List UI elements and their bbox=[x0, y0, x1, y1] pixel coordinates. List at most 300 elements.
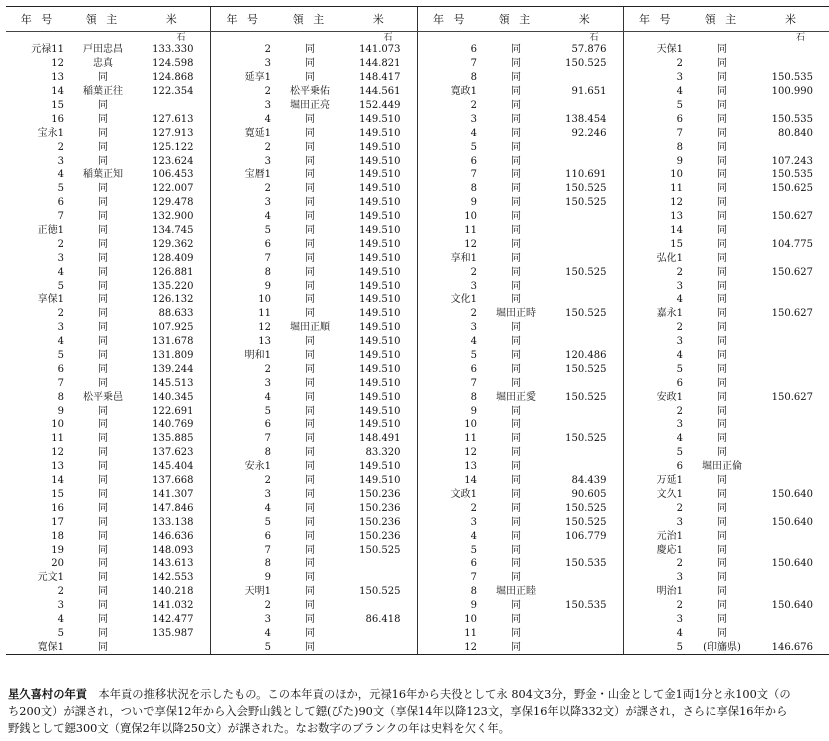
year-cell: 8 bbox=[417, 182, 483, 196]
year-cell: 12 bbox=[417, 446, 483, 460]
year-cell: 5 bbox=[57, 350, 64, 362]
rice-cell: 149.510 bbox=[359, 169, 401, 181]
lord-cell: 同 bbox=[717, 419, 727, 431]
lord-cell: 同 bbox=[305, 294, 315, 306]
table-row bbox=[6, 349, 829, 363]
rice-cell: 128.409 bbox=[152, 252, 194, 264]
table-row bbox=[6, 432, 829, 446]
rice-cell: 124.598 bbox=[152, 58, 194, 70]
lord-cell: 同 bbox=[305, 44, 315, 56]
table-row bbox=[6, 196, 829, 210]
rice-cell bbox=[343, 640, 417, 654]
lord-cell: 同 bbox=[305, 600, 315, 612]
caption bbox=[8, 686, 794, 737]
lord-cell: 同 bbox=[717, 44, 727, 56]
rice-cell bbox=[755, 251, 829, 265]
rice-cell bbox=[549, 543, 623, 557]
year-cell: 2 bbox=[210, 599, 277, 613]
year-cell: 3 bbox=[623, 571, 689, 585]
lord-cell: 同 bbox=[717, 516, 727, 528]
lord-cell: 同 bbox=[98, 211, 108, 223]
lord-cell: 同 bbox=[98, 419, 108, 431]
lord-cell: 堀田正順 bbox=[290, 322, 330, 334]
year-cell: 6 bbox=[417, 43, 483, 57]
rice-cell: 107.925 bbox=[152, 322, 194, 334]
year-cell: 5 bbox=[57, 627, 64, 639]
rice-cell: 124.868 bbox=[152, 72, 194, 84]
lord-cell: 同 bbox=[511, 419, 521, 431]
rice-cell: 91.651 bbox=[571, 86, 607, 98]
rice-cell: 150.525 bbox=[565, 391, 607, 403]
rice-cell: 148.491 bbox=[359, 433, 401, 445]
rice-cell bbox=[755, 501, 829, 515]
year-cell: 寛保1 bbox=[6, 640, 70, 654]
year-cell: 5 bbox=[417, 349, 483, 363]
year-cell: 明治1 bbox=[623, 585, 689, 599]
lord-cell: 同 bbox=[717, 197, 727, 209]
year-cell: 5 bbox=[417, 543, 483, 557]
table-row bbox=[6, 85, 829, 99]
lord-cell: 堀田正倫 bbox=[702, 461, 742, 473]
lord-cell: 同 bbox=[717, 183, 727, 195]
lord-cell: 同 bbox=[717, 211, 727, 223]
lord-cell: 同 bbox=[98, 72, 108, 84]
year-cell: 6 bbox=[57, 197, 64, 209]
year-cell: 12 bbox=[623, 196, 689, 210]
rice-cell bbox=[755, 362, 829, 376]
header-lord: 領 主 bbox=[70, 7, 136, 32]
year-cell: 5 bbox=[210, 515, 277, 529]
year-cell: 2 bbox=[210, 474, 277, 488]
year-cell: 文化1 bbox=[417, 293, 483, 307]
year-cell: 5 bbox=[57, 280, 64, 292]
year-cell: 嘉永1 bbox=[623, 307, 689, 321]
lord-cell: 同 bbox=[305, 252, 315, 264]
year-cell: 享和1 bbox=[417, 251, 483, 265]
rice-cell: 131.678 bbox=[152, 336, 194, 348]
lord-cell: 同 bbox=[98, 627, 108, 639]
lord-cell: 同 bbox=[305, 336, 315, 348]
year-cell: 8 bbox=[57, 391, 64, 403]
lord-cell: 同 bbox=[305, 141, 315, 153]
year-cell: 9 bbox=[623, 154, 689, 168]
lord-cell: 同 bbox=[305, 613, 315, 625]
rice-cell bbox=[549, 140, 623, 154]
year-cell: 5 bbox=[210, 404, 277, 418]
year-cell: 2 bbox=[210, 85, 277, 99]
year-cell: 18 bbox=[51, 530, 64, 542]
rice-cell: 150.525 bbox=[565, 266, 607, 278]
year-cell: 5 bbox=[210, 640, 277, 654]
lord-cell: 同 bbox=[98, 155, 108, 167]
year-cell: 3 bbox=[210, 613, 277, 627]
lord-cell: 同 bbox=[511, 433, 521, 445]
year-cell: 13 bbox=[51, 72, 64, 84]
table-row bbox=[6, 571, 829, 585]
lord-cell: 同 bbox=[305, 502, 315, 514]
unit-spacer bbox=[6, 32, 70, 44]
year-cell: 5 bbox=[210, 224, 277, 238]
year-cell: 10 bbox=[417, 210, 483, 224]
lord-cell: 同 bbox=[70, 640, 136, 654]
rice-cell: 150.640 bbox=[771, 488, 813, 500]
lord-cell: 堀田正亮 bbox=[290, 100, 330, 111]
rice-cell: 133.138 bbox=[152, 516, 194, 528]
year-cell: 4 bbox=[623, 293, 689, 307]
table-row bbox=[6, 71, 829, 85]
rice-cell: 146.676 bbox=[755, 640, 829, 654]
year-cell: 15 bbox=[51, 488, 64, 500]
rice-cell: 133.330 bbox=[152, 44, 194, 56]
rice-cell bbox=[755, 376, 829, 390]
rice-cell: 88.633 bbox=[158, 308, 194, 320]
year-cell: 4 bbox=[623, 85, 689, 99]
rice-cell: 110.691 bbox=[565, 169, 607, 181]
rice-cell: 148.093 bbox=[152, 544, 194, 556]
table-row bbox=[6, 404, 829, 418]
rice-cell: 150.627 bbox=[771, 308, 813, 320]
year-cell: 8 bbox=[210, 557, 277, 571]
lord-cell: 同 bbox=[98, 600, 108, 612]
year-cell: 5 bbox=[623, 99, 689, 113]
lord-cell: 同 bbox=[717, 86, 727, 98]
rice-cell bbox=[755, 460, 829, 474]
year-cell: 2 bbox=[57, 308, 64, 320]
lord-cell: 同 bbox=[98, 308, 108, 320]
year-cell: 元禄11 bbox=[31, 44, 64, 56]
rice-cell: 127.913 bbox=[152, 127, 194, 139]
rice-cell: 150.525 bbox=[359, 544, 401, 556]
lord-cell: 同 bbox=[305, 377, 315, 389]
year-cell: 3 bbox=[417, 515, 483, 529]
lord-cell: 同 bbox=[717, 127, 727, 139]
lord-cell: 同 bbox=[717, 336, 727, 348]
rice-cell: 137.623 bbox=[152, 447, 194, 459]
year-cell: 11 bbox=[417, 432, 483, 446]
lord-cell: 同 bbox=[511, 405, 521, 417]
header-rice: 米 bbox=[549, 7, 623, 32]
rice-cell: 132.900 bbox=[152, 211, 194, 223]
rice-cell bbox=[549, 418, 623, 432]
table-row bbox=[6, 460, 829, 474]
lord-cell: 堀田正睦 bbox=[496, 586, 536, 598]
rice-cell bbox=[755, 43, 829, 57]
year-cell: 4 bbox=[57, 336, 64, 348]
year-cell: 2 bbox=[623, 321, 689, 335]
lord-cell: 同 bbox=[98, 377, 108, 389]
year-cell: 9 bbox=[417, 404, 483, 418]
year-cell: 12 bbox=[210, 321, 277, 335]
lord-cell: 同 bbox=[305, 530, 315, 542]
table-row bbox=[6, 279, 829, 293]
lord-cell: 同 bbox=[717, 225, 727, 237]
table-row bbox=[6, 321, 829, 335]
table-row bbox=[6, 613, 829, 627]
lord-cell: 同 bbox=[511, 197, 521, 209]
lord-cell: 同 bbox=[511, 141, 521, 153]
rice-cell: 143.613 bbox=[152, 558, 194, 570]
year-cell: 7 bbox=[57, 377, 64, 389]
year-cell: 寛延1 bbox=[210, 126, 277, 140]
year-cell: 4 bbox=[210, 501, 277, 515]
lord-cell: 同 bbox=[277, 640, 343, 654]
year-cell: 3 bbox=[623, 418, 689, 432]
year-cell: 2 bbox=[623, 557, 689, 571]
lord-cell: 同 bbox=[511, 627, 521, 639]
lord-cell: 堀田正愛 bbox=[496, 391, 536, 403]
rice-cell: 139.244 bbox=[152, 363, 194, 375]
year-cell: 6 bbox=[210, 237, 277, 251]
rice-cell: 127.613 bbox=[152, 113, 194, 125]
rice-cell: 149.510 bbox=[359, 405, 401, 417]
lord-cell: 同 bbox=[717, 280, 727, 292]
year-cell: 7 bbox=[417, 57, 483, 71]
year-cell: 8 bbox=[210, 446, 277, 460]
lord-cell: 同 bbox=[717, 558, 727, 570]
unit-spacer bbox=[277, 32, 343, 44]
year-cell: 2 bbox=[417, 99, 483, 113]
rice-cell: 150.627 bbox=[771, 266, 813, 278]
lord-cell: 同 bbox=[511, 363, 521, 375]
year-cell: 2 bbox=[623, 57, 689, 71]
year-cell: 14 bbox=[51, 475, 64, 487]
lord-cell: 同 bbox=[98, 280, 108, 292]
year-cell: 3 bbox=[623, 335, 689, 349]
year-cell: 弘化1 bbox=[623, 251, 689, 265]
lord-cell: 同 bbox=[98, 363, 108, 375]
table-row bbox=[6, 307, 829, 321]
rice-cell: 147.846 bbox=[152, 502, 194, 514]
year-cell: 13 bbox=[210, 335, 277, 349]
lord-cell: 同 bbox=[511, 58, 521, 70]
lord-cell: 同 bbox=[511, 155, 521, 167]
rice-cell: 142.477 bbox=[152, 613, 194, 625]
table-row bbox=[6, 210, 829, 224]
year-cell: 4 bbox=[623, 349, 689, 363]
rice-cell bbox=[755, 571, 829, 585]
lord-cell: 同 bbox=[305, 558, 315, 570]
table-row bbox=[6, 446, 829, 460]
lord-cell: 同 bbox=[511, 613, 521, 625]
lord-cell: 同 bbox=[98, 183, 108, 195]
lord-cell: 同 bbox=[305, 280, 315, 292]
rice-cell bbox=[549, 99, 623, 113]
rice-cell: 137.668 bbox=[152, 475, 194, 487]
lord-cell: 同 bbox=[717, 294, 727, 306]
rice-cell: 84.439 bbox=[571, 475, 607, 487]
lord-cell: 同 bbox=[511, 225, 521, 237]
year-cell: 7 bbox=[210, 251, 277, 265]
unit-spacer bbox=[689, 32, 755, 44]
rice-cell: 123.624 bbox=[152, 155, 194, 167]
rice-cell: 149.510 bbox=[359, 308, 401, 320]
year-cell: 2 bbox=[210, 140, 277, 154]
rice-cell bbox=[549, 335, 623, 349]
rice-cell: 149.510 bbox=[359, 350, 401, 362]
lord-cell: 同 bbox=[511, 516, 521, 528]
rice-cell: 141.032 bbox=[152, 600, 194, 612]
year-cell: 7 bbox=[57, 211, 64, 223]
lord-cell: 同 bbox=[717, 363, 727, 375]
unit-spacer bbox=[623, 32, 689, 44]
lord-cell: 同 bbox=[511, 600, 521, 612]
lord-cell: 同 bbox=[511, 100, 521, 111]
table-row bbox=[6, 168, 829, 182]
unit-label: 石 bbox=[176, 32, 186, 43]
year-cell: 10 bbox=[210, 293, 277, 307]
year-cell: 3 bbox=[210, 196, 277, 210]
lord-cell: 同 bbox=[98, 197, 108, 209]
rice-cell bbox=[549, 210, 623, 224]
year-cell: 12 bbox=[51, 447, 64, 459]
rice-cell: 120.486 bbox=[565, 350, 607, 362]
lord-cell: 同 bbox=[305, 183, 315, 195]
lord-cell: 同 bbox=[511, 488, 521, 500]
year-cell: 9 bbox=[417, 196, 483, 210]
year-cell: 10 bbox=[417, 418, 483, 432]
caption-text: 本年貢の推移状況を示したもの。この本年貢のほか，元禄16年から夫役として永 804文3分，野金・山金として金1両1分と永100文（のち200文）が課され，ついで享保12年から入会野山銭として鐚(びた)90文（享保14年以降123文，享保16年以降332文）が課され，さらに享保16年から野銭として鐚300文（寛保2年以降250文）が課された。なお数字のブランクの年は史料を欠く年。 bbox=[8, 688, 791, 735]
rice-cell bbox=[755, 626, 829, 640]
table-row bbox=[6, 376, 829, 390]
year-cell: 19 bbox=[51, 544, 64, 556]
lord-cell: 同 bbox=[305, 627, 315, 639]
lord-cell: 同 bbox=[305, 461, 315, 473]
year-cell: 3 bbox=[57, 252, 64, 264]
table-row bbox=[6, 140, 829, 154]
rice-cell: 140.345 bbox=[152, 391, 194, 403]
year-cell: 正徳1 bbox=[37, 225, 64, 237]
rice-cell: 150.625 bbox=[771, 183, 813, 195]
rice-cell bbox=[136, 640, 210, 654]
year-cell: 8 bbox=[417, 585, 483, 599]
rice-cell: 126.881 bbox=[152, 266, 194, 278]
table-row bbox=[6, 488, 829, 502]
rice-cell: 150.236 bbox=[359, 516, 401, 528]
lord-cell: 同 bbox=[717, 405, 727, 417]
year-cell: 4 bbox=[417, 529, 483, 543]
lord-cell: 同 bbox=[511, 113, 521, 125]
year-cell: 文政1 bbox=[417, 488, 483, 502]
rice-cell bbox=[343, 599, 417, 613]
rice-cell bbox=[549, 446, 623, 460]
rice-cell: 149.510 bbox=[359, 211, 401, 223]
rice-cell bbox=[755, 432, 829, 446]
table-row bbox=[6, 362, 829, 376]
year-cell: 7 bbox=[417, 376, 483, 390]
lord-cell: 同 bbox=[305, 225, 315, 237]
rice-cell bbox=[549, 571, 623, 585]
year-cell: 10 bbox=[51, 419, 64, 431]
rice-cell: 86.418 bbox=[365, 613, 401, 625]
rice-cell: 140.769 bbox=[152, 419, 194, 431]
lord-cell: 同 bbox=[511, 502, 521, 514]
year-cell: 16 bbox=[51, 502, 64, 514]
lord-cell: 同 bbox=[98, 238, 108, 250]
rice-cell: 149.510 bbox=[359, 419, 401, 431]
year-cell: 7 bbox=[417, 168, 483, 182]
lord-cell: 同 bbox=[305, 127, 315, 139]
year-cell: 天保1 bbox=[623, 43, 689, 57]
rice-cell: 122.007 bbox=[152, 183, 194, 195]
lord-cell: 同 bbox=[717, 100, 727, 111]
lord-cell: 同 bbox=[717, 377, 727, 389]
lord-cell: 同 bbox=[98, 294, 108, 306]
year-cell: 13 bbox=[417, 460, 483, 474]
lord-cell: 同 bbox=[511, 572, 521, 584]
rice-cell bbox=[755, 474, 829, 488]
lord-cell: 同 bbox=[717, 391, 727, 403]
table-row bbox=[6, 626, 829, 640]
year-cell: 8 bbox=[210, 265, 277, 279]
lord-cell: 同 bbox=[305, 113, 315, 125]
year-cell: 12 bbox=[51, 58, 64, 70]
year-cell: 4 bbox=[210, 626, 277, 640]
year-cell: 9 bbox=[210, 279, 277, 293]
header-year: 年 号 bbox=[623, 7, 689, 32]
year-cell: 2 bbox=[623, 599, 689, 613]
rice-cell: 149.510 bbox=[359, 475, 401, 487]
rice-cell bbox=[549, 404, 623, 418]
rice-cell: 83.320 bbox=[365, 447, 401, 459]
year-cell: 3 bbox=[210, 99, 277, 113]
year-cell: 安政1 bbox=[623, 390, 689, 404]
lord-cell: 同 bbox=[98, 225, 108, 237]
lord-cell: 稲葉正知 bbox=[83, 169, 123, 181]
year-cell: 3 bbox=[57, 322, 64, 334]
year-cell: 14 bbox=[51, 86, 64, 98]
table-row bbox=[6, 585, 829, 599]
rice-cell bbox=[549, 293, 623, 307]
year-cell: 6 bbox=[210, 529, 277, 543]
lord-cell: 同 bbox=[511, 461, 521, 473]
rice-cell: 129.478 bbox=[152, 197, 194, 209]
lord-cell: 同 bbox=[98, 516, 108, 528]
rice-cell: 149.510 bbox=[359, 266, 401, 278]
rice-cell: 150.535 bbox=[771, 113, 813, 125]
year-cell: 4 bbox=[417, 126, 483, 140]
rice-cell: 149.510 bbox=[359, 322, 401, 334]
year-cell: 寛政1 bbox=[417, 85, 483, 99]
rice-cell: 149.510 bbox=[359, 225, 401, 237]
lord-cell: 同 bbox=[511, 544, 521, 556]
year-cell: 12 bbox=[417, 237, 483, 251]
lord-cell: 同 bbox=[98, 141, 108, 153]
lord-cell: 同 bbox=[305, 155, 315, 167]
table-row bbox=[6, 335, 829, 349]
year-cell: 13 bbox=[623, 210, 689, 224]
lord-cell: 同 bbox=[717, 252, 727, 264]
year-cell: 2 bbox=[417, 307, 483, 321]
header-year: 年 号 bbox=[417, 7, 483, 32]
lord-cell: 同 bbox=[717, 266, 727, 278]
lord-cell: 同 bbox=[98, 488, 108, 500]
header-lord: 領 主 bbox=[689, 7, 755, 32]
lord-cell: 同 bbox=[511, 350, 521, 362]
table-row bbox=[6, 237, 829, 251]
rice-cell bbox=[549, 321, 623, 335]
rice-cell: 122.354 bbox=[152, 86, 194, 98]
rice-cell: 149.510 bbox=[359, 238, 401, 250]
rice-cell: 144.561 bbox=[359, 86, 401, 98]
rice-cell bbox=[755, 57, 829, 71]
rice-cell bbox=[549, 154, 623, 168]
table-row bbox=[6, 154, 829, 168]
lord-cell: 同 bbox=[305, 419, 315, 431]
rice-cell bbox=[549, 626, 623, 640]
lord-cell: 同 bbox=[98, 350, 108, 362]
lord-cell: 堀田正時 bbox=[496, 308, 536, 320]
lord-cell: 同 bbox=[717, 141, 727, 153]
